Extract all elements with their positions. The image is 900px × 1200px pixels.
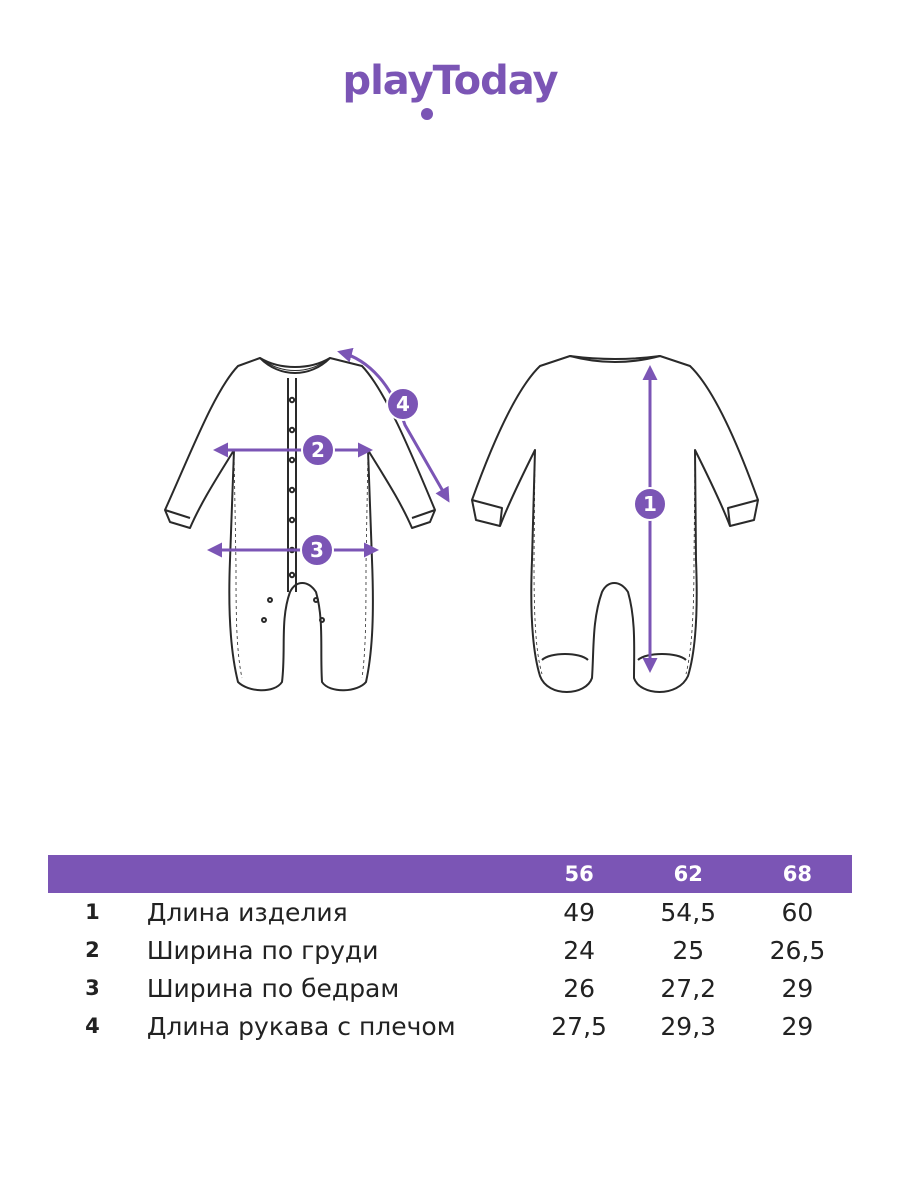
row-value: 25: [672, 935, 705, 965]
measure-4-sleeve: [340, 352, 448, 500]
size-header-row: [48, 855, 852, 893]
row-number: 3: [85, 976, 100, 1000]
marker-1-label: 1: [643, 492, 657, 516]
row-value: 54,5: [660, 897, 717, 927]
brand-logo-mark: [320, 52, 580, 127]
row-value: 29: [781, 973, 814, 1003]
size-header-62: 62: [673, 862, 703, 886]
row-value: 49: [563, 897, 595, 927]
row-number: 4: [85, 1014, 100, 1038]
row-value: 29,3: [660, 1011, 717, 1041]
row-value: 27,5: [551, 1011, 607, 1041]
table-row: [48, 931, 852, 969]
measure-3-hips: [210, 534, 376, 566]
romper-back-view: [472, 356, 758, 692]
row-number: 1: [85, 900, 100, 924]
size-header-56: 56: [564, 862, 594, 886]
size-header-68: 68: [782, 862, 813, 886]
measure-1-length: [634, 368, 666, 670]
row-value: 29: [781, 1011, 814, 1041]
row-value: 26: [563, 973, 595, 1003]
brand-logo-dot: [421, 108, 433, 120]
row-value: 26,5: [769, 935, 826, 965]
table-row: [48, 1007, 852, 1045]
row-label: Ширина по бедрам: [146, 973, 400, 1003]
size-table: [48, 855, 852, 1045]
marker-4-label: 4: [396, 392, 410, 416]
size-header-spacer: [48, 855, 525, 893]
table-row: [48, 969, 852, 1007]
marker-3-label: 3: [310, 538, 324, 562]
brand-logo: [0, 52, 900, 127]
row-label: Ширина по груди: [146, 935, 379, 965]
row-value: 60: [781, 897, 814, 927]
size-table-header: [48, 855, 852, 893]
row-label: Длина изделия: [146, 897, 348, 927]
marker-2-label: 2: [311, 438, 325, 462]
garment-diagram: [130, 330, 770, 710]
row-value: 27,2: [660, 973, 717, 1003]
romper-drawings: [130, 330, 770, 710]
row-value: 24: [563, 935, 595, 965]
table-row: [48, 893, 852, 931]
row-label: Длина рукава с плечом: [146, 1011, 456, 1041]
brand-logo-text: playToday: [342, 58, 558, 104]
size-table-body: [48, 893, 852, 1045]
row-number: 2: [85, 938, 100, 962]
